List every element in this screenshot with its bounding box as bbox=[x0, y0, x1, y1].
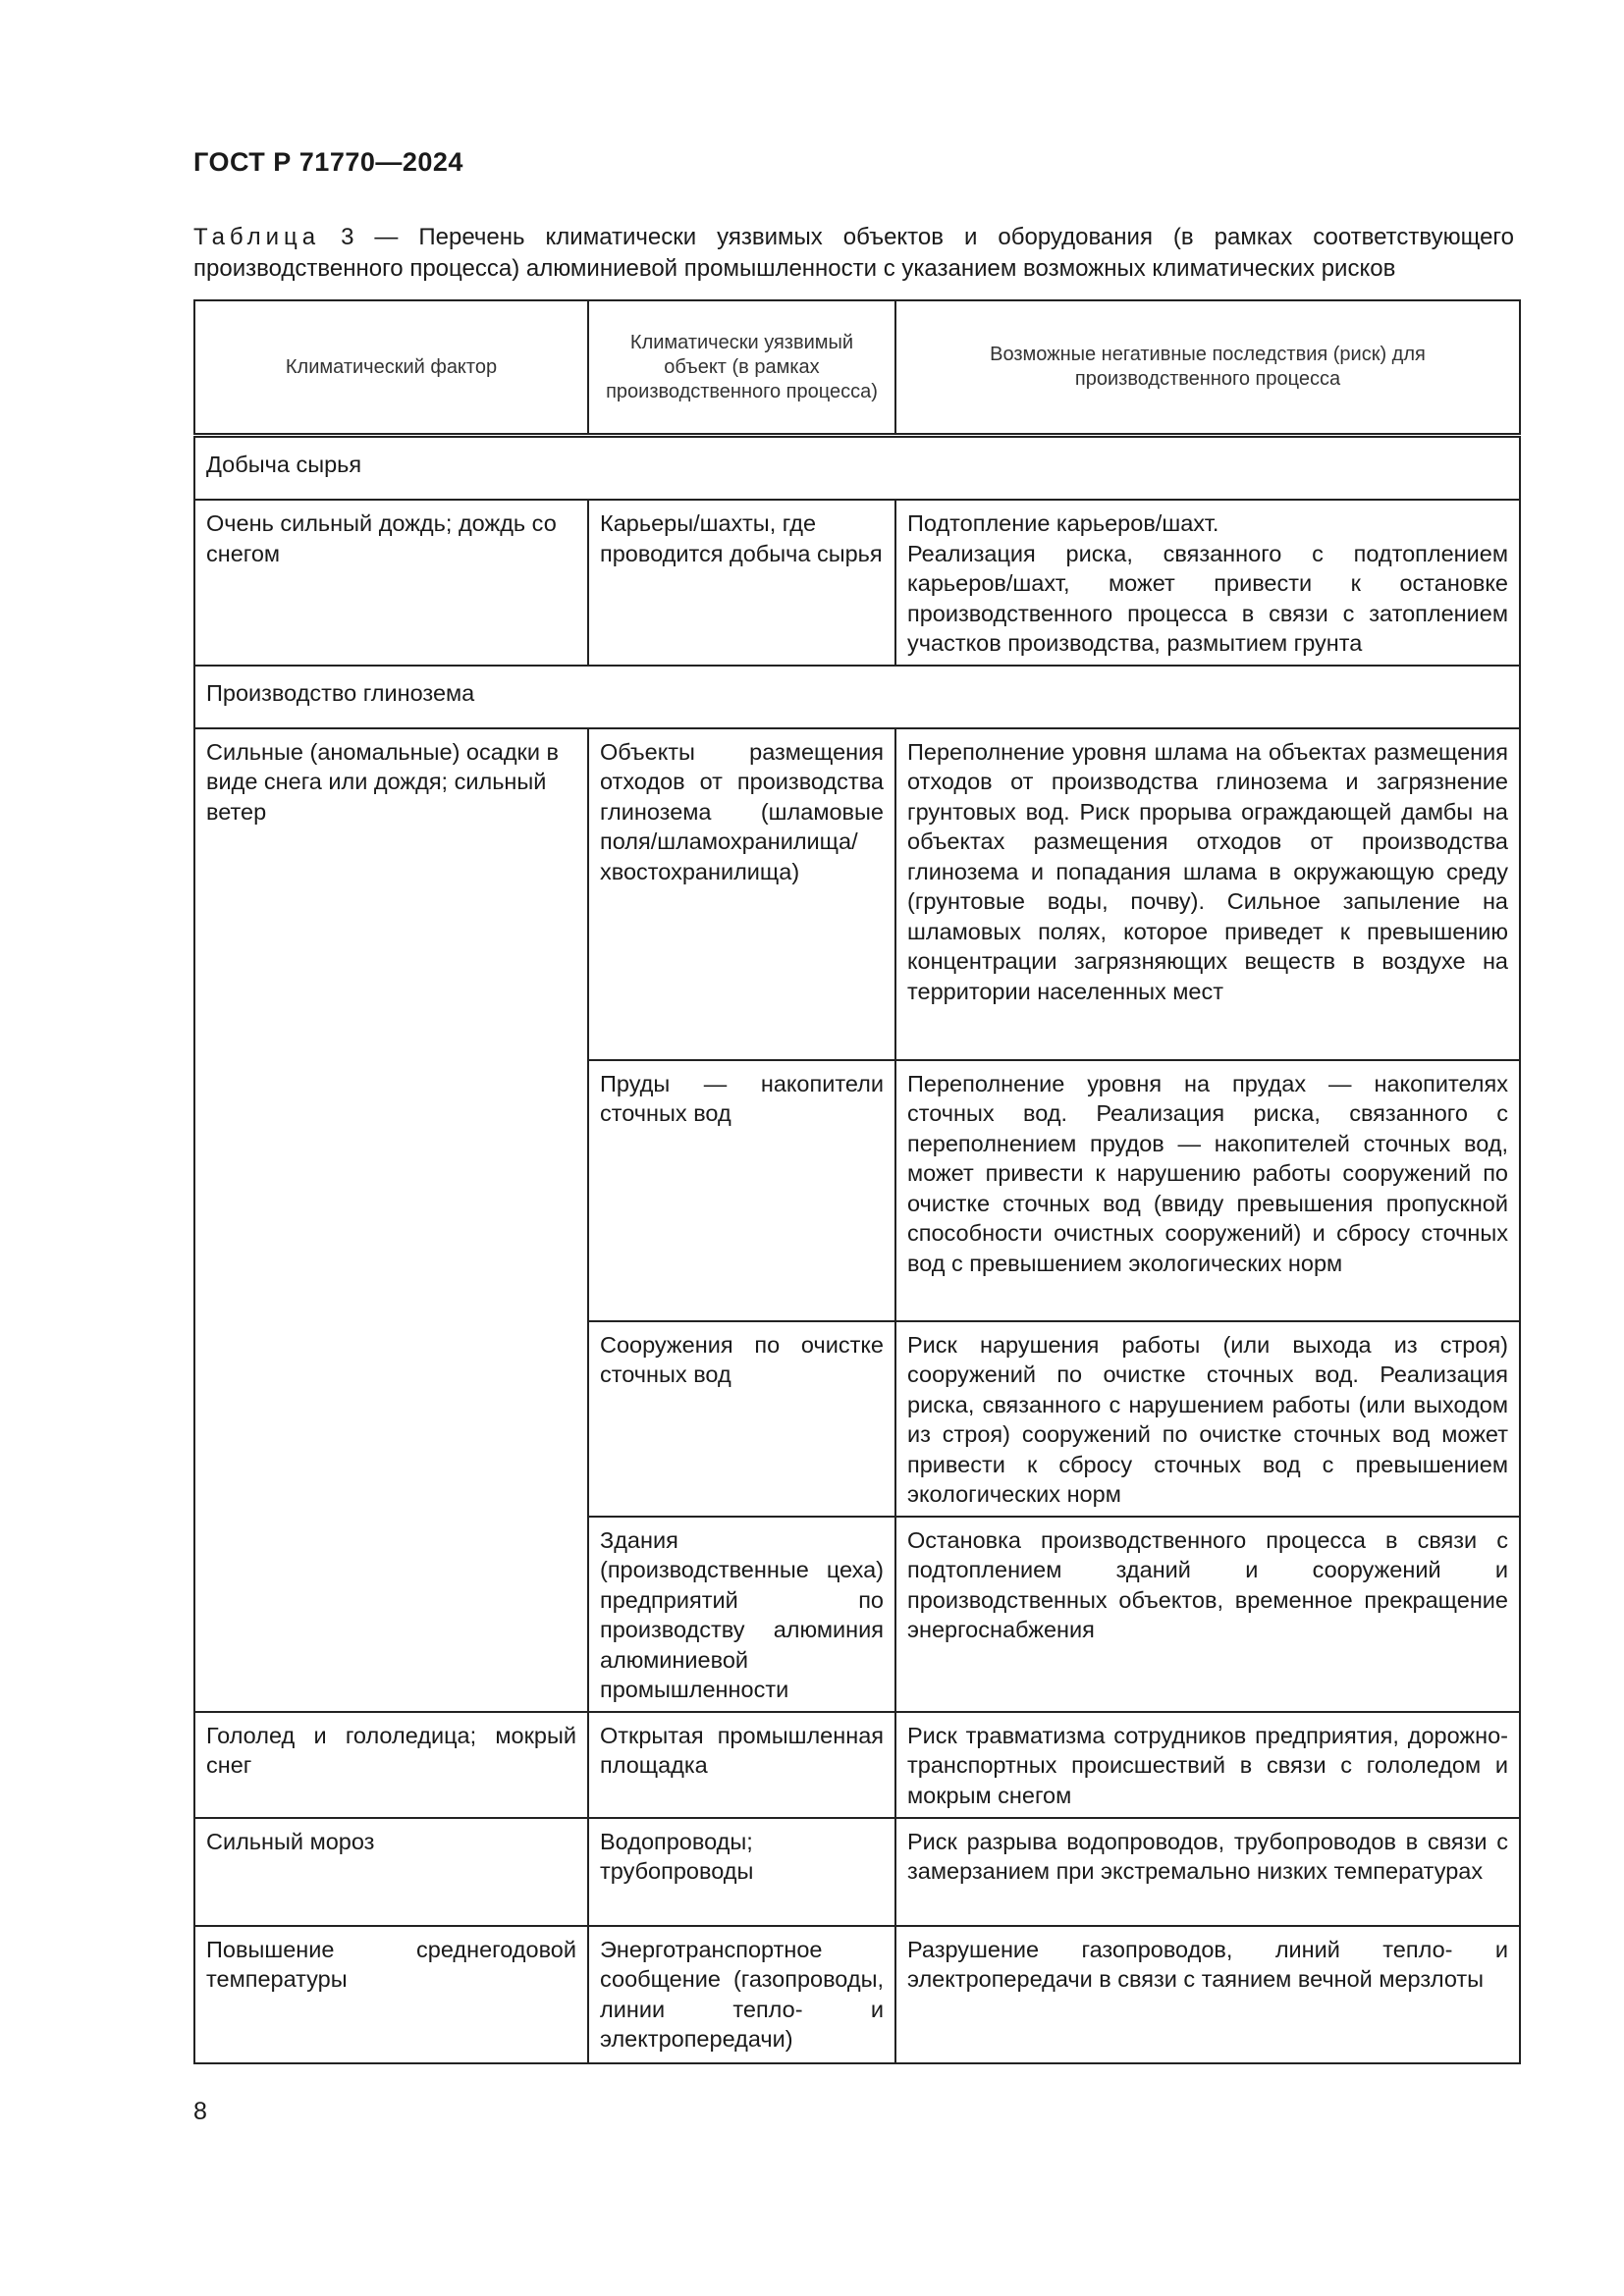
risk-text: Реализация риска, связанного с подтоплением карьеров/шахт, может привести к остановке производственного процесса в связи с затоплением участков производства, размытием грунта bbox=[907, 540, 1508, 656]
cell-factor: Сильные (аномальные) осадки в виде снега или дождя; сильный ветер bbox=[194, 728, 588, 1712]
cell-risk bbox=[895, 500, 1520, 666]
document-standard-header: ГОСТ Р 71770—2024 bbox=[193, 147, 463, 177]
section-title: Производство глинозема bbox=[194, 666, 1520, 728]
section-title: Добыча сырья bbox=[194, 436, 1520, 501]
section-row-alumina bbox=[194, 666, 1520, 728]
cell-factor: Очень сильный дождь; дождь со снегом bbox=[194, 500, 588, 666]
section-row-raw-materials bbox=[194, 436, 1520, 501]
page-number: 8 bbox=[193, 2098, 207, 2125]
cell-risk: Переполнение уровня шлама на объектах размещения отходов от производства глинозема и загрязнение грунтовых вод. Риск прорыва ограждающей дамбы на объектах размещения отходов от производства глинозема и попадания шлама в окружающую среду (грунтовые воды, почву). Сильное запыление на шламовых полях, которое приведет к превышению концентрации загрязняющих веществ в воздухе на территории населенных мест bbox=[895, 728, 1520, 1060]
cell-risk: Риск нарушения работы (или выхода из строя) сооружений по очистке сточных вод. Реализация риска, связанного с нарушением работы (или выходом из строя) сооружений по очистке сточных вод может привести к сбросу сточных вод с превышением экологических норм bbox=[895, 1321, 1520, 1517]
cell-risk: Риск разрыва водопроводов, трубопроводов в связи с замерзанием при экстремально низких температурах bbox=[895, 1818, 1520, 1926]
table-row bbox=[194, 1712, 1520, 1818]
cell-risk: Остановка производственного процесса в связи с подтоплением зданий и сооружений и производственных объектов, временное прекращение энергоснабжения bbox=[895, 1517, 1520, 1712]
header-climate-factor: Климатический фактор bbox=[194, 300, 588, 436]
table-row bbox=[194, 1926, 1520, 2063]
table-caption bbox=[193, 222, 1514, 285]
table-row bbox=[194, 1818, 1520, 1926]
climate-risk-table bbox=[193, 299, 1521, 2064]
caption-label: Таблица bbox=[193, 224, 321, 250]
cell-risk: Переполнение уровня на прудах — накопителях сточных вод. Реализация риска, связанного с переполнением прудов — накопителей сточных вод, может привести к нарушению работы сооружений по очистке сточных вод (ввиду превышения пропускной способности очистных сооружений) и сбросу сточных вод с превышением экологических норм bbox=[895, 1060, 1520, 1321]
cell-object: Энерготранспортное сообщение (газопроводы, линии тепло- и электропередачи) bbox=[588, 1926, 895, 2063]
table-row bbox=[194, 500, 1520, 666]
caption-number: 3 bbox=[341, 224, 354, 250]
header-negative-consequences: Возможные негативные последствия (риск) для производственного процесса bbox=[895, 300, 1520, 436]
header-vulnerable-object: Климатически уязвимый объект (в рамках производственного процесса) bbox=[588, 300, 895, 436]
caption-text: — Перечень климатически уязвимых объектов и оборудования (в рамках соответствующего производственного процесса) алюминиевой промышленности с указанием возможных климатических рисков bbox=[193, 224, 1514, 282]
cell-factor: Сильный мороз bbox=[194, 1818, 588, 1926]
cell-factor: Повышение среднегодовой температуры bbox=[194, 1926, 588, 2063]
cell-object: Здания (производственные цеха) предприятий по производству алюминия алюминиевой промышленности bbox=[588, 1517, 895, 1712]
cell-object: Пруды — накопители сточных вод bbox=[588, 1060, 895, 1321]
cell-factor: Гололед и гололедица; мокрый снег bbox=[194, 1712, 588, 1818]
cell-risk: Риск травматизма сотрудников предприятия, дорожно-транспортных происшествий в связи с гололедом и мокрым снегом bbox=[895, 1712, 1520, 1818]
table-header-row bbox=[194, 300, 1520, 436]
risk-first-line: Подтопление карьеров/шахт. bbox=[907, 510, 1219, 536]
cell-object: Водопроводы; трубопроводы bbox=[588, 1818, 895, 1926]
cell-object: Сооружения по очистке сточных вод bbox=[588, 1321, 895, 1517]
cell-object: Открытая промышленная площадка bbox=[588, 1712, 895, 1818]
cell-object: Объекты размещения отходов от производства глинозема (шламовые поля/шламохранилища/ хвостохранилища) bbox=[588, 728, 895, 1060]
table-row bbox=[194, 728, 1520, 1060]
cell-object: Карьеры/шахты, где проводится добыча сырья bbox=[588, 500, 895, 666]
cell-risk: Разрушение газопроводов, линий тепло- и электропередачи в связи с таянием вечной мерзлоты bbox=[895, 1926, 1520, 2063]
